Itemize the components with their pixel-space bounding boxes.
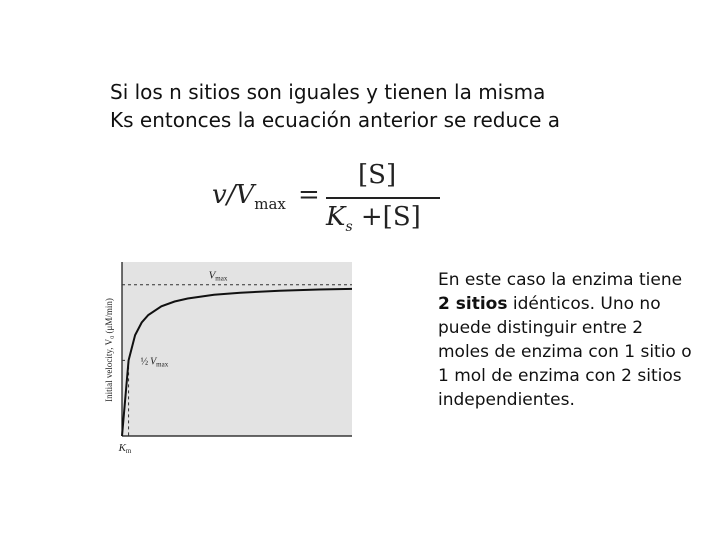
half-vmax-label: ½ $V_{max}$: [140, 356, 169, 369]
vmax-label: Vmax: [208, 269, 228, 283]
plot-area: [122, 262, 352, 436]
equation-vmax-v: V: [235, 180, 255, 210]
equation-ks-subscript: s: [345, 219, 353, 235]
km-label: Km: [118, 442, 132, 455]
y-axis-label: Initial velocity, V₀ (μM/min): [104, 298, 114, 402]
intro-line-2: Ks entonces la ecuación anterior se reduce a: [110, 108, 561, 132]
equation-slash: /: [226, 180, 236, 210]
equation-den-rest: +[S]: [352, 202, 421, 232]
intro-line-1: Si los n sitios son iguales y tienen la misma: [110, 80, 546, 104]
equation-lhs: [212, 180, 286, 213]
explanation-part-2: idénticos. Uno no puede distinguir entre 2 moles de enzima con 1 sitio o 1 mol de enzima con 2 sitios independientes.: [438, 294, 692, 410]
equation-fraction-bar: [326, 197, 440, 199]
intro-text: [110, 78, 630, 134]
equation-denominator: [326, 202, 421, 235]
equation-v: v: [212, 180, 227, 210]
equation-ks-k: K: [326, 202, 346, 232]
equation: [212, 160, 442, 240]
equation-vmax-subscript: max: [254, 195, 286, 213]
explanation-bold: 2 sitios: [438, 294, 508, 314]
equation-equals: =: [298, 180, 320, 210]
explanation-text: [438, 268, 698, 412]
explanation-part-1: En este caso la enzima tiene: [438, 270, 683, 290]
michaelis-menten-chart: [100, 258, 360, 458]
equation-numerator: [S]: [358, 160, 397, 190]
